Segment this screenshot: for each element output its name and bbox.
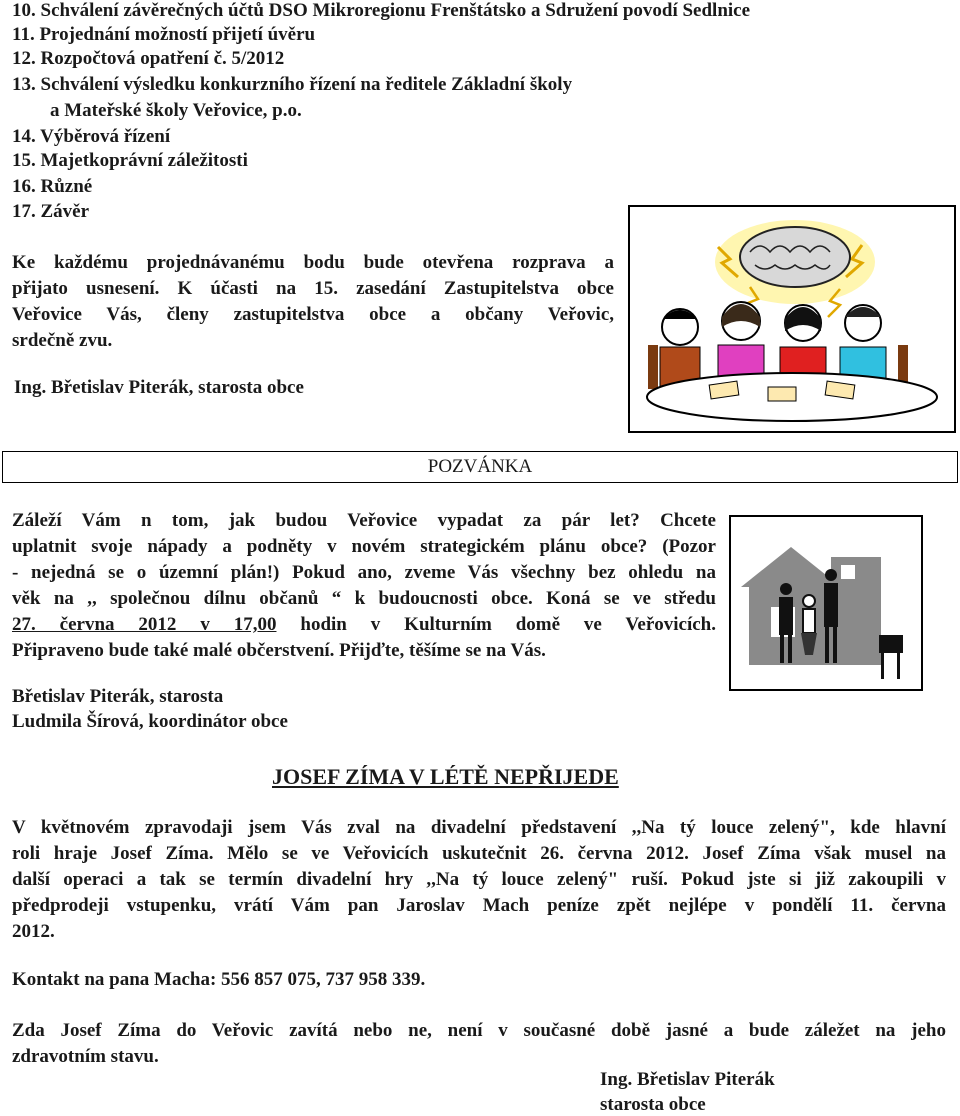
event-place: hodin v Kulturním domě ve Veřovicích. [276,614,716,635]
pozvanka-paragraph [12,508,716,664]
zima-line: V květnovém zpravodaji jsem Vás zval na divadelní představení ,,Na tý louce zelený", kde hlavní [12,817,946,838]
event-date: 27. června 2012 v 17,00 [12,614,277,635]
agenda-item: a Mateřské školy Veřovice, p.o. [50,100,302,121]
agenda-item: 10. Schválení závěrečných účtů DSO Mikroregionu Frenštátsko a Sdružení povodí Sedlnice [12,0,751,21]
pozvanka-line: uplatnit svoje nápady a podněty v novém strategickém plánu obce? (Pozor [12,536,716,557]
zima-line: 2012. [12,921,55,942]
pozvanka-date-line [12,612,716,638]
meeting-illustration [628,205,956,433]
invite-signature: Ing. Břetislav Piterák, starosta obce [14,377,304,398]
final-signature-name: Ing. Břetislav Piterák [600,1069,775,1090]
closing-paragraph [12,1018,946,1070]
workshop-illustration [729,515,923,691]
signer-coordinator: Ludmila Šírová, koordinátor obce [12,711,288,732]
invite-line: přijato usnesení. K účasti na 15. zasedání Zastupitelstva obce [12,278,614,299]
zima-paragraph [12,815,946,945]
invite-paragraph [12,250,614,354]
agenda-item: 12. Rozpočtová opatření č. 5/2012 [12,48,285,69]
zima-line: další operaci a tak se termín divadelní hry ,,Na tý louce zelený" ruší. Pokud jste si již zakoupili v [12,869,946,890]
contact-line: Kontakt na pana Macha: 556 857 075, 737 958 339. [12,969,426,990]
pozvanka-line: Připraveno bude také malé občerstvení. Přijďte, těšíme se na Vás. [12,640,546,661]
workshop-clipart [731,517,921,689]
closing-line: Zda Josef Zíma do Veřovic zavítá nebo ne, není v současné době jasné a bude záležet na jeho [12,1020,946,1041]
person-1 [660,309,700,387]
pozvanka-title: POZVÁNKA [427,456,533,477]
invite-line: srdečně zvu. [12,330,113,351]
pozvanka-title-box [2,451,958,483]
pozvanka-line: věk na ,, společnou dílnu občanů “ k budoucnosti obce. Koná se ve středu [12,588,716,609]
closing-line: zdravotním stavu. [12,1046,159,1067]
zima-line: roli hraje Josef Zíma. Mělo se ve Veřovicích uskutečnit 26. června 2012. Josef Zíma však musel na [12,843,946,864]
agenda-item: 15. Majetkoprávní záležitosti [12,150,248,171]
agenda-item: 17. Závěr [12,201,90,222]
agenda-item: 14. Výběrová řízení [12,126,171,147]
agenda-item: 11. Projednání možností přijetí úvěru [12,24,316,45]
invite-line: Veřovice Vás, členy zastupitelstva obce a občany Veřovic, [12,304,614,325]
final-signature-role: starosta obce [600,1094,706,1115]
invite-line: Ke každému projednávanému bodu bude otevřena rozprava a [12,252,614,273]
agenda-item: 13. Schválení výsledku konkurzního řízení na ředitele Základní školy [12,74,573,95]
meeting-clipart [630,207,954,431]
zima-title: JOSEF ZÍMA V LÉTĚ NEPŘIJEDE [272,764,619,789]
pozvanka-line: Záleží Vám n tom, jak budou Veřovice vypadat za pár let? Chcete [12,510,716,531]
agenda-item: 16. Různé [12,176,93,197]
signer-mayor: Břetislav Piterák, starosta [12,686,224,707]
pozvanka-line: - nejedná se o územní plán!) Pokud ano, zveme Vás všechny bez ohledu na [12,562,716,583]
zima-line: předprodeji vstupenku, vrátí Vám pan Jaroslav Mach peníze zpět nejlépe v pondělí 11. června [12,895,946,916]
